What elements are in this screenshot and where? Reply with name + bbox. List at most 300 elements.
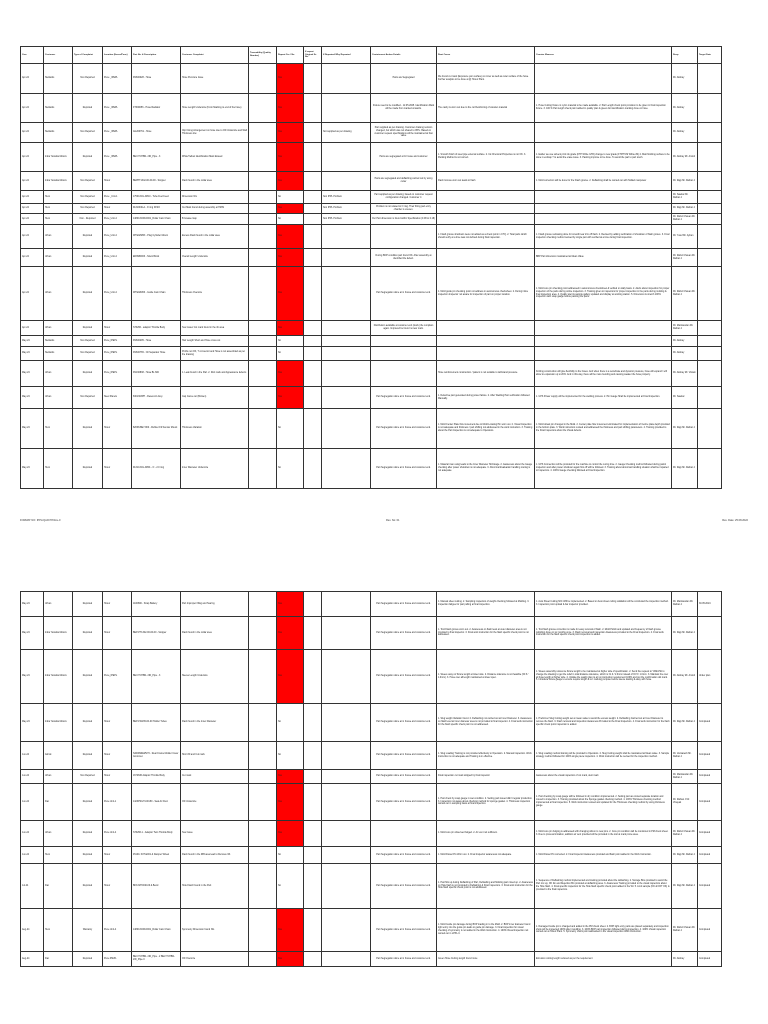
- target-date-cell: [698, 321, 722, 336]
- location-cell: Steel Panels: [103, 387, 132, 409]
- counter-measure-cell: [535, 123, 672, 143]
- repeat-cell: Yes: [277, 267, 304, 321]
- counter-measure-cell: [535, 347, 672, 361]
- complaint-cell: White/Yellow Identification Mark Erased: [181, 143, 249, 172]
- location-cell: Pune_Unit-4: [103, 214, 132, 225]
- table-row: [21, 784, 722, 821]
- year-cell: May-24: [21, 347, 44, 361]
- part-cell: WTE0ZM03 - Plug Cylinder Mount: [132, 225, 181, 249]
- target-date-cell: [698, 249, 722, 267]
- part-cell: FT600056 - Hose Radiator: [132, 94, 181, 123]
- year-cell: May-24: [21, 617, 44, 650]
- repeat-cell: Yes: [277, 172, 304, 191]
- target-date-cell: Completed: [698, 909, 722, 952]
- root-cause-cell: [437, 321, 535, 336]
- why-repeated-cell: [322, 770, 371, 784]
- counter-measure-cell: 1. Mold core pin bulging is addressed with changing silicon to new pins. 2. Core pin condition will be monitored in PM check sheet. 3. Due to process limitation, addition air vent provided will be provided in the tool at mark prone area.: [535, 821, 672, 847]
- table-row: [21, 592, 722, 617]
- why-repeated-cell: [322, 704, 371, 742]
- traceability-cell: [249, 847, 277, 864]
- traceability-cell: [249, 742, 277, 770]
- counter-measure-cell: [535, 204, 672, 214]
- root-cause-cell: [437, 214, 535, 225]
- counter-measure-cell: 1. UPS Power supply will be implemented for the welding process. 2. Pin Gauge Shall be implemented at Final Inspection.: [535, 387, 672, 409]
- year-cell: May-24: [21, 387, 44, 409]
- why-repeated-cell: [322, 336, 371, 347]
- responsible-cell: Mr. Akshay: [672, 64, 698, 94]
- target-date-cell: [698, 204, 722, 214]
- complaint-type-cell: Non Reported: [73, 204, 103, 214]
- page-2: [20, 591, 714, 967]
- counter-measure-cell: 1. Auto Sheet Cutting M/C Will be implemented. 2. Based on Auto sheet cutting validation will be concluded the inspection method. 3. Inspection point upload & bar inspector provided.: [535, 592, 672, 617]
- why-repeated-cell: [322, 409, 371, 449]
- root-cause-cell: [437, 336, 535, 347]
- counter-measure-cell: 1. Earlier we use solvent print ink grade (FTP White GTR) change to new grade (FTP/TCM White-3S) 2. Matt finishing surface to be done in endcap ? to avoid the erase issue. 3. Packing improve to be done. To avoid the part to part touch.: [535, 143, 672, 172]
- original-sr-cell: [304, 909, 322, 952]
- target-date-cell: Completed: [698, 821, 722, 847]
- complaint-type-cell: Reported: [73, 704, 103, 742]
- header-containment: Containment Action Details: [371, 47, 437, 64]
- containment-cell: Parts are Segregated: [371, 64, 437, 94]
- customer-cell: Urban: [44, 321, 73, 336]
- responsible-cell: Mr. Rajp Mr. Raihan J: [672, 172, 698, 191]
- customer-cell: India Yamaha Motors: [44, 143, 73, 172]
- target-date-cell: [698, 143, 722, 172]
- complaint-type-cell: Non - Reported: [73, 214, 103, 225]
- why-repeated-cell: [322, 361, 371, 387]
- root-cause-cell: 1. Tool Flash groove worn out. 2. Awareness on flash level at outer diameter area is not provided to final inspector. 3. Final work instruction for the flash specific check point is not addressed.: [437, 617, 535, 650]
- location-cell: Hosur: [103, 770, 132, 784]
- table-row: [21, 864, 722, 909]
- complaint-cell: B Grease Gap: [181, 214, 249, 225]
- customer-cell: Urban: [44, 249, 73, 267]
- target-date-cell: [698, 94, 722, 123]
- original-sr-cell: [304, 742, 322, 770]
- traceability-cell: [249, 225, 277, 249]
- counter-measure-cell: BBP Part dimension maintained at Mean Value: [535, 249, 672, 267]
- year-cell: Apr-24: [21, 321, 44, 336]
- table-row: [21, 821, 722, 847]
- table-row: [21, 143, 722, 172]
- original-sr-cell: [304, 214, 322, 225]
- header-original-sr: If repeat Original Sr. No.: [304, 47, 322, 64]
- table-row: [21, 225, 722, 249]
- year-cell: Jun-24: [21, 770, 44, 784]
- complaint-cell: Short fill and Cut mark: [181, 742, 249, 770]
- complaint-type-cell: Reported: [73, 143, 103, 172]
- part-cell: 91310K0LA - O ring FFSO: [132, 204, 181, 214]
- responsible-cell: Mr. Venkatesh Mr. Raihan J: [672, 742, 698, 770]
- customer-cell: Urban: [44, 267, 73, 321]
- complaint-type-cell: Reported: [73, 361, 103, 387]
- part-cell: BEP-PT1342-00-00-00 - Stopper: [132, 617, 181, 650]
- part-cell: AG200761 - Hose: [132, 123, 181, 143]
- counter-measure-cell: 1. Sleeve assembly reference fixture length to be maintained at higher side of specification. 2. Send the request to YAMAHA to change the drawing to get the relief in total distance tolerance, which is ±1.0 / 2.0mm instead of ±0.5 / 1.0mm. 3. Maintain the over all hose length at higher side. 4. Update the quality plan to art on instruction requirement 100% and put the confirmation dot mark. 5. Introduce fixture gauge to ensure require length & ref. marking purpose before sleeve loading & assy with hose.: [535, 650, 672, 704]
- original-sr-cell: [304, 770, 322, 784]
- complaint-cell: Profile not OK, T connector and Hose is not assembled as per the drawing: [181, 347, 249, 361]
- responsible-cell: Mr. Akshay: [672, 347, 698, 361]
- responsible-cell: Mr. Manikandan Mr. Raihan J: [672, 770, 698, 784]
- root-cause-cell: Hose reinforcement construction / pattern is not suitable to withstand pressure.: [437, 361, 535, 387]
- containment-cell: [371, 347, 437, 361]
- containment-cell: During BOP condition part found OK. After assembly at identified the defect.: [371, 249, 437, 267]
- complaint-cell: Overall Length Undersize: [181, 249, 249, 267]
- original-sr-cell: [304, 191, 322, 204]
- repeat-cell: No: [277, 449, 304, 489]
- part-cell: BEPPT1342-00-00-00 - Stopper: [132, 172, 181, 191]
- responsible-cell: Mr. Akshay: [672, 123, 698, 143]
- customer-cell: Urban: [44, 592, 73, 617]
- traceability-cell: [249, 214, 277, 225]
- traceability-cell: [249, 321, 277, 336]
- part-cell: BEP-FW165-00-00 Holder Tubes: [132, 704, 181, 742]
- responsible-cell: Mr. Sawkar Mr. Raihan J: [672, 191, 698, 204]
- containment-cell: Our Part dimension is found within Specification (0.08 to 0.18): [371, 214, 437, 225]
- customer-cell: Hero: [44, 409, 73, 449]
- year-cell: Apr-24: [21, 249, 44, 267]
- location-cell: Pune_Unit-4: [103, 267, 132, 321]
- location-cell: Pune IPEPL: [103, 952, 132, 967]
- location-cell: Pune _IPEPL: [103, 143, 132, 172]
- complaint-cell: Dimension NG: [181, 191, 249, 204]
- part-cell: 14800-K0M-D001_Roller Cam Chain: [132, 214, 181, 225]
- part-cell: 1423PSG73-00-B0 - Seat Air Duct: [132, 784, 181, 821]
- root-cause-cell: 1. Mold Guide pin damage during BOP loading in to the Mold. 2. BOP inner diameter found tight entry into the guide pin leads to guide pin damage. 3. Final inspection for visual checking of symmetry is not added in the Work Instruction. 4. 100% Visual Inspection not carried out in LPPL-3.: [437, 909, 535, 952]
- responsible-cell: Mr. Sawkar: [672, 387, 698, 409]
- counter-measure-cell: 1. Mold Dowel Pin corrected. 2. Final Inspector Awareness provided and flash point added in the Work Instruction.: [535, 847, 672, 864]
- complaint-type-cell: Non Reported: [73, 172, 103, 191]
- part-cell: 45100- K0T-E001 & Damper Wheel: [132, 847, 181, 864]
- complaint-cell: Symmetry Dimension found NG: [181, 909, 249, 952]
- repeat-cell: Yes: [277, 123, 304, 143]
- original-sr-cell: [304, 864, 322, 909]
- year-cell: Jun-24: [21, 742, 44, 770]
- why-repeated-cell: [322, 347, 371, 361]
- traceability-cell: [249, 592, 277, 617]
- containment-cell: Distribution available at customer end (stock) the complain again. Improved be found no tear mark.: [371, 321, 437, 336]
- complaint-table-page-2: [20, 591, 722, 967]
- location-cell: Hosur: [103, 742, 132, 770]
- year-cell: Jun-24: [21, 821, 44, 847]
- complaint-type-cell: Reported: [73, 449, 103, 489]
- traceability-cell: [249, 770, 277, 784]
- target-date-cell: [698, 172, 722, 191]
- target-date-cell: Completed: [698, 704, 722, 742]
- traceability-cell: [249, 336, 277, 347]
- complaint-cell: Tear Issue: [181, 821, 249, 847]
- complaint-type-cell: Warranty: [73, 909, 103, 952]
- containment-cell: Part supplied as per drawing; based on customer request configuration changed. Customer 4: [371, 191, 437, 204]
- traceability-cell: [249, 704, 277, 742]
- customer-cell: Urban: [44, 387, 73, 409]
- responsible-cell: Mr. Rajp Mr. Raihan J: [672, 204, 698, 214]
- root-cause-cell: 1. Part check by snap gauge in wet condition. 2. Setting part issued didn't regular production. 3. Inspection not aware about checking method for sponge gasket. 4. Thickness inspection carried out in sampling basis at final inspection.: [437, 784, 535, 821]
- counter-measure-cell: [535, 321, 672, 336]
- location-cell: Hosur: [103, 864, 132, 909]
- repeat-cell: Yes: [277, 592, 304, 617]
- target-date-cell: 30.05.2024: [698, 592, 722, 617]
- counter-measure-cell: 1. Mold correction will be done for the Flash groove. 2. Deflashing shall be carried out with Skilled manpower: [535, 172, 672, 191]
- responsible-cell: Mr. Akshay Mr. Vikram: [672, 361, 698, 387]
- responsible-cell: Mr. Raihan J Mr. Vinayak: [672, 784, 698, 821]
- complaint-type-cell: Reported: [73, 847, 103, 864]
- customer-cell: Hero: [44, 204, 73, 214]
- complaint-cell: 1. Leak found in the Part. 2. Rub mark and Appearance defects: [181, 361, 249, 387]
- original-sr-cell: [304, 617, 322, 650]
- footer-format-no: FORMAT NO: IPPL/QA/F/78 Rev-0: [20, 519, 61, 522]
- part-cell: S76266 - adaptor Throttle Body: [132, 321, 181, 336]
- original-sr-cell: [304, 650, 322, 704]
- target-date-cell: Completed: [698, 742, 722, 770]
- table-row: [21, 347, 722, 361]
- customer-cell: Stellantis: [44, 64, 73, 94]
- containment-cell: Part Segregation done at in house and customer end.: [371, 742, 437, 770]
- complaint-type-cell: Reported: [73, 784, 103, 821]
- counter-measure-cell: 1. Sequence of Deflashing method implemented and training provided about the deflashing. 2. Storage Bins provided to avoid the Part mix up, OK bin and Rejection Bin provided at deflashing area. 3. Awareness Training provided to the visual inspectors about the Hole flash. 4. Final specific inspection for the Hole flash specific check point added in the WI. 5. Limit sample (OK & NOT OK) is provided to the final inspectors.: [535, 864, 672, 909]
- traceability-cell: [249, 347, 277, 361]
- target-date-cell: Completed: [698, 847, 722, 864]
- counter-measure-cell: 1. Flash groove redrawing done for smooth tear trim off flash. 2. Revised by adding verification of shutdown of flash groove. 3. Final inspection checking method revised by single part with verified at a time during final inspection.: [535, 225, 672, 249]
- repeat-cell: Yes: [277, 143, 304, 172]
- root-cause-cell: [437, 123, 535, 143]
- containment-cell: Part Segregation done at in house and customer end.: [371, 617, 437, 650]
- complaint-type-cell: Non Reported: [73, 387, 103, 409]
- complaint-type-cell: Non Reported: [73, 336, 103, 347]
- responsible-cell: Mr. Yusuf Mr. Ayhan: [672, 225, 698, 249]
- why-repeated-cell: [322, 249, 371, 267]
- counter-measure-cell: 1. UPS Connection will be provided for the machine to control the curing time. 2. Gauge Checking method followed during patrol inspection and after power shutdown again first off will be followed. 3. Training about abnormal handling situation shall be imparted to Inspectors. 4. 100% Gauge checking followed at Final Inspection.: [535, 449, 672, 489]
- footer-rev-no: Rev. No: 01: [386, 519, 400, 522]
- complaint-type-cell: Non Reported: [73, 770, 103, 784]
- location-cell: Pune Unit-1: [103, 784, 132, 821]
- why-repeated-cell: [322, 592, 371, 617]
- counter-measure-cell: 1. Slug Loading method training will be provided to Operators. 2. Slug Cutting weight shall be maintained at Mean value. 3. Sample strategy method followed for 100% single piece inspection. 4. Work instruction will be revised for the inspection method.: [535, 742, 672, 770]
- year-cell: May-24: [21, 650, 44, 704]
- target-date-cell: [698, 449, 722, 489]
- containment-cell: Part Segregation done at in house and customer end.: [371, 784, 437, 821]
- header-complaint: Customer Complaint: [181, 47, 249, 64]
- repeat-cell: Yes: [277, 321, 304, 336]
- complaint-type-cell: Reported: [73, 617, 103, 650]
- traceability-cell: [249, 249, 277, 267]
- year-cell: Apr-24: [21, 267, 44, 321]
- target-date-cell: [698, 617, 722, 650]
- location-cell: Hosur: [103, 704, 132, 742]
- table-row: [21, 321, 722, 336]
- repeat-cell: No: [277, 214, 304, 225]
- table-row: [21, 909, 722, 952]
- part-cell: BEV-TCHBN- 2ID_Pipe - 3: [132, 650, 181, 704]
- complaint-table-page-1: [20, 46, 722, 489]
- table-row: [21, 64, 722, 94]
- containment-cell: [371, 821, 437, 847]
- traceability-cell: [249, 143, 277, 172]
- complaint-cell: Part Improper filling and Tearing: [181, 592, 249, 617]
- traceability-cell: [249, 123, 277, 143]
- complaint-cell: Sleeve Length Undersize: [181, 650, 249, 704]
- why-repeated-cell: [322, 821, 371, 847]
- responsible-cell: Mr. Akshay: [672, 952, 698, 967]
- original-sr-cell: [304, 704, 322, 742]
- year-cell: Apr-24: [21, 214, 44, 225]
- original-sr-cell: [304, 225, 322, 249]
- complaint-type-cell: Non Reported: [73, 64, 103, 94]
- responsible-cell: Mr. Rajp Mr. Raihan J: [672, 704, 698, 742]
- year-cell: Apr-24: [21, 204, 44, 214]
- table-row: [21, 123, 722, 143]
- location-cell: Pune Unit-4: [103, 821, 132, 847]
- target-date-cell: Completed: [698, 770, 722, 784]
- year-cell: Apr-24: [21, 225, 44, 249]
- counter-measure-cell: 1. Hose Cutting fixture in nylon material to be made available. 2. Part Length check point provision to be given in final inspection fixture. 3. 100 % Part length check point added in quality plan & green dot identification marking done on hose.: [535, 94, 672, 123]
- root-cause-cell: Final inspection cut mark skipped by final inspector: [437, 770, 535, 784]
- target-date-cell: [698, 347, 722, 361]
- location-cell: Pune_Unit-4: [103, 225, 132, 249]
- location-cell: Hosur: [103, 321, 132, 336]
- table-row: [21, 704, 722, 742]
- root-cause-cell: 1. Part Mix up during Deflashing of Part, Deflashing and Molding part mixed up. 2. Awareness on Hole flash is not provided to Deflashing & Final Inspectors. 3. Final work instruction for the Hole flash specific check point is not addressed.: [437, 864, 535, 909]
- original-sr-cell: [304, 64, 322, 94]
- root-cause-cell: 1. Sleeve assy ref fixture length at lower side. 2. Distance tolerance is not feasible (±0.5 / 1.0mm). 3. Hose over all length maintained at lower spec.: [437, 650, 535, 704]
- responsible-cell: Mr. Rajp Mr. Raihan J: [672, 864, 698, 909]
- containment-cell: [371, 225, 437, 249]
- complaint-type-cell: Non Reported: [73, 347, 103, 361]
- year-cell: May-24: [21, 361, 44, 387]
- complaint-type-cell: Reported: [73, 321, 103, 336]
- complaint-type-cell: Non Reported: [73, 123, 103, 143]
- location-cell: Hosur: [103, 409, 132, 449]
- original-sr-cell: [304, 409, 322, 449]
- footer-rev-date: Rev. Date: 25.08.2022: [722, 519, 748, 522]
- why-repeated-cell: [322, 172, 371, 191]
- location-cell: Pune _Unit-1: [103, 191, 132, 204]
- root-cause-cell: 1. Mold Center Plate flow movement due to Mold Locating Pin worn out. 2. Visual Inspection is not adequate and thickness / part shifting not addressed in the work instruction. 3. Training about the Part Inspection is not adequate to Operators.: [437, 409, 535, 449]
- part-cell: BKK-MT0040-00 & Bend: [132, 864, 181, 909]
- why-repeated-cell: [322, 909, 371, 952]
- repeat-cell: Yes: [277, 952, 304, 967]
- complaint-type-cell: Reported: [73, 409, 103, 449]
- header-counter-measure: Counter Measure: [535, 47, 672, 64]
- complaint-cell: Hair Length Short and Hose cross cut: [181, 336, 249, 347]
- repeat-cell: No: [277, 864, 304, 909]
- year-cell: Apr-24: [21, 143, 44, 172]
- original-sr-cell: [304, 172, 322, 191]
- location-cell: Pune_Unit-4: [103, 249, 132, 267]
- root-cause-cell: 1. Slug weight Variation found. 2. Deflashing not carried out at Inner Diameter. 3. Awareness on flash level at Inner diameter area is not provided to final inspector. 4. Final work instruction for the flash specific check point is not addressed.: [437, 704, 535, 742]
- customer-cell: Fiat: [44, 952, 73, 967]
- complaint-cell: Thickness Oversize: [181, 267, 249, 321]
- root-cause-cell: 1. Mold guide pin checking point not address in autonomous checksheet. 2. During inline inspection Inspector not aware for inspection of part on proper location.: [437, 267, 535, 321]
- containment-cell: Part Segregation done at in house and customer end.: [371, 704, 437, 742]
- target-date-cell: [698, 214, 722, 225]
- repeat-cell: Yes: [277, 650, 304, 704]
- target-date-cell: Completed: [698, 784, 722, 821]
- customer-cell: Hero: [44, 847, 73, 864]
- responsible-cell: Mr. Rajp Mr. Raihan J: [672, 449, 698, 489]
- location-cell: Pune _IPEPL: [103, 123, 132, 143]
- customer-cell: India Yamaha Motors: [44, 617, 73, 650]
- table-row: [21, 770, 722, 784]
- table-row: [21, 952, 722, 967]
- table-row: [21, 449, 722, 489]
- root-cause-cell: 1. Slug Loading Training is not provided effectively to Operators. 2. Manual Inspection. Work Instruction is not adequate and Training is in effective.: [437, 742, 535, 770]
- root-cause-cell: [437, 204, 535, 214]
- repeat-cell: No: [277, 704, 304, 742]
- complaint-type-cell: Non Reported: [73, 191, 103, 204]
- part-cell: FN600295 - Hose: [132, 336, 181, 347]
- table-row: [21, 847, 722, 864]
- year-cell: May-24: [21, 449, 44, 489]
- complaint-type-cell: Reported: [73, 952, 103, 967]
- table-row: [21, 361, 722, 387]
- containment-cell: Parts are segregated at In house and customer: [371, 143, 437, 172]
- customer-cell: Urban: [44, 821, 73, 847]
- counter-measure-cell: 1. Tool flash groove correction is made for easy removal of flash. 2. Mold Polish and updated and frequency of flash groove polishing done on six months once. 3. Flash removal and inspection Awareness provided to the Final Inspectors. 4. Final work instruction for the flash specific check point inspection is added.: [535, 617, 672, 650]
- part-cell: 6301303PH - Reservoir Assy: [132, 387, 181, 409]
- containment-cell: Part Segregation done at in house and customer end.: [371, 909, 437, 952]
- complaint-cell: OD Oversize: [181, 952, 249, 967]
- part-cell: FN600028 - Hose: [132, 64, 181, 94]
- customer-cell: Hero: [44, 191, 73, 204]
- year-cell: Jun-24: [21, 847, 44, 864]
- root-cause-cell: 1. Flash groove shutdown were not added as a check point in CTQ. 2. Total parts which should verify at a time was not defined during final inspection.: [437, 225, 535, 249]
- header-customer: Customer: [44, 47, 73, 64]
- repeat-cell: No: [277, 347, 304, 361]
- complaint-cell: Clip Fixing Arrangement on hose due to OD Undersize and Wall Thickness low: [181, 123, 249, 143]
- traceability-cell: [249, 64, 277, 94]
- target-date-cell: Completed: [698, 864, 722, 909]
- responsible-cell: Mr. Rahul Chavan Mr. Raihan J: [672, 267, 698, 321]
- complaint-cell: Flash found in the collar area: [181, 617, 249, 650]
- containment-cell: Part Segregation done at in house and customer end.: [371, 770, 437, 784]
- target-date-cell: [698, 267, 722, 321]
- repeat-cell: No: [277, 847, 304, 864]
- customer-cell: Stellantis: [44, 347, 73, 361]
- why-repeated-cell: Not supplied as per drawing: [322, 123, 371, 143]
- year-cell: Apr-24: [21, 64, 44, 94]
- header-location: Location (Hosur/Pune): [103, 47, 132, 64]
- why-repeated-cell: [322, 94, 371, 123]
- location-cell: Pune Unit-4: [103, 909, 132, 952]
- containment-cell: Part Segregation done at in house and customer end.: [371, 449, 437, 489]
- part-cell: 1672636 Adaptor Throttle Body: [132, 770, 181, 784]
- containment-cell: Part Segregation done at in house and customer end.: [371, 650, 437, 704]
- counter-measure-cell: 1. Part checking by snap gauge will be followed in dry condition implemented. 2. Setting part are stored separate location and moved to inspection. 3. Training provided about the Sponge gasket checking method. 4. 100% Thickness checking method implemented at final inspection. 5. Work instruction revised and updated for the Thickness checking method by using thickness gauge.: [535, 784, 672, 821]
- part-cell: 14800-K0M-D001_Roller Cam Chain: [132, 909, 181, 952]
- location-cell: Pune _IPEPL: [103, 94, 132, 123]
- target-date-cell: Completed: [698, 952, 722, 967]
- responsible-cell: Mr. Akshay Mr. Arvind: [672, 650, 698, 704]
- complaint-type-cell: Reported: [73, 592, 103, 617]
- complaint-type-cell: Reported: [73, 225, 103, 249]
- year-cell: May-24: [21, 592, 44, 617]
- target-date-cell: [698, 123, 722, 143]
- root-cause-cell: We found cut mark (Exposure yarn surface) on inner as well as outer surface of the hose. Further analysis to be done at @ Hosur Plant.: [437, 64, 535, 94]
- why-repeated-cell: [322, 225, 371, 249]
- counter-measure-cell: 1. Damaged Guide pin is changed and added in the PM check sheet. 2. BOP tight entry parts are placed separately and inspection shots will be inspected 100% after moulding. 3. 100% BOP part inspection followed during inspection. 4. 100% Visual inspection carried out at Hosur Plant. 5. Symmetry check point addressed in the visual inspection Work Instruction.: [535, 909, 672, 952]
- why-repeated-cell: Non IPPL Problem: [322, 214, 371, 225]
- counter-measure-cell: [535, 214, 672, 225]
- counter-measure-cell: 1. Preformer Slug Cutting weight set at mean value to avoid the excess weight. 2. Deflashing Carried out at Inner Diameter to remove the flash. 3. Flash removal and inspection Awareness Provided to the Final Inspectors. 4. Final work instruction for the flash specific check point inspection is added.: [535, 704, 672, 742]
- why-repeated-cell: [322, 449, 371, 489]
- header-resp: Resp.: [672, 47, 698, 64]
- why-repeated-cell: [322, 267, 371, 321]
- containment-cell: [371, 361, 437, 387]
- table-row: [21, 336, 722, 347]
- repeat-cell: Yes: [277, 204, 304, 214]
- counter-measure-cell: Awareness about the visual inspection of cut mark, dent mark: [535, 770, 672, 784]
- year-cell: Aug-24: [21, 909, 44, 952]
